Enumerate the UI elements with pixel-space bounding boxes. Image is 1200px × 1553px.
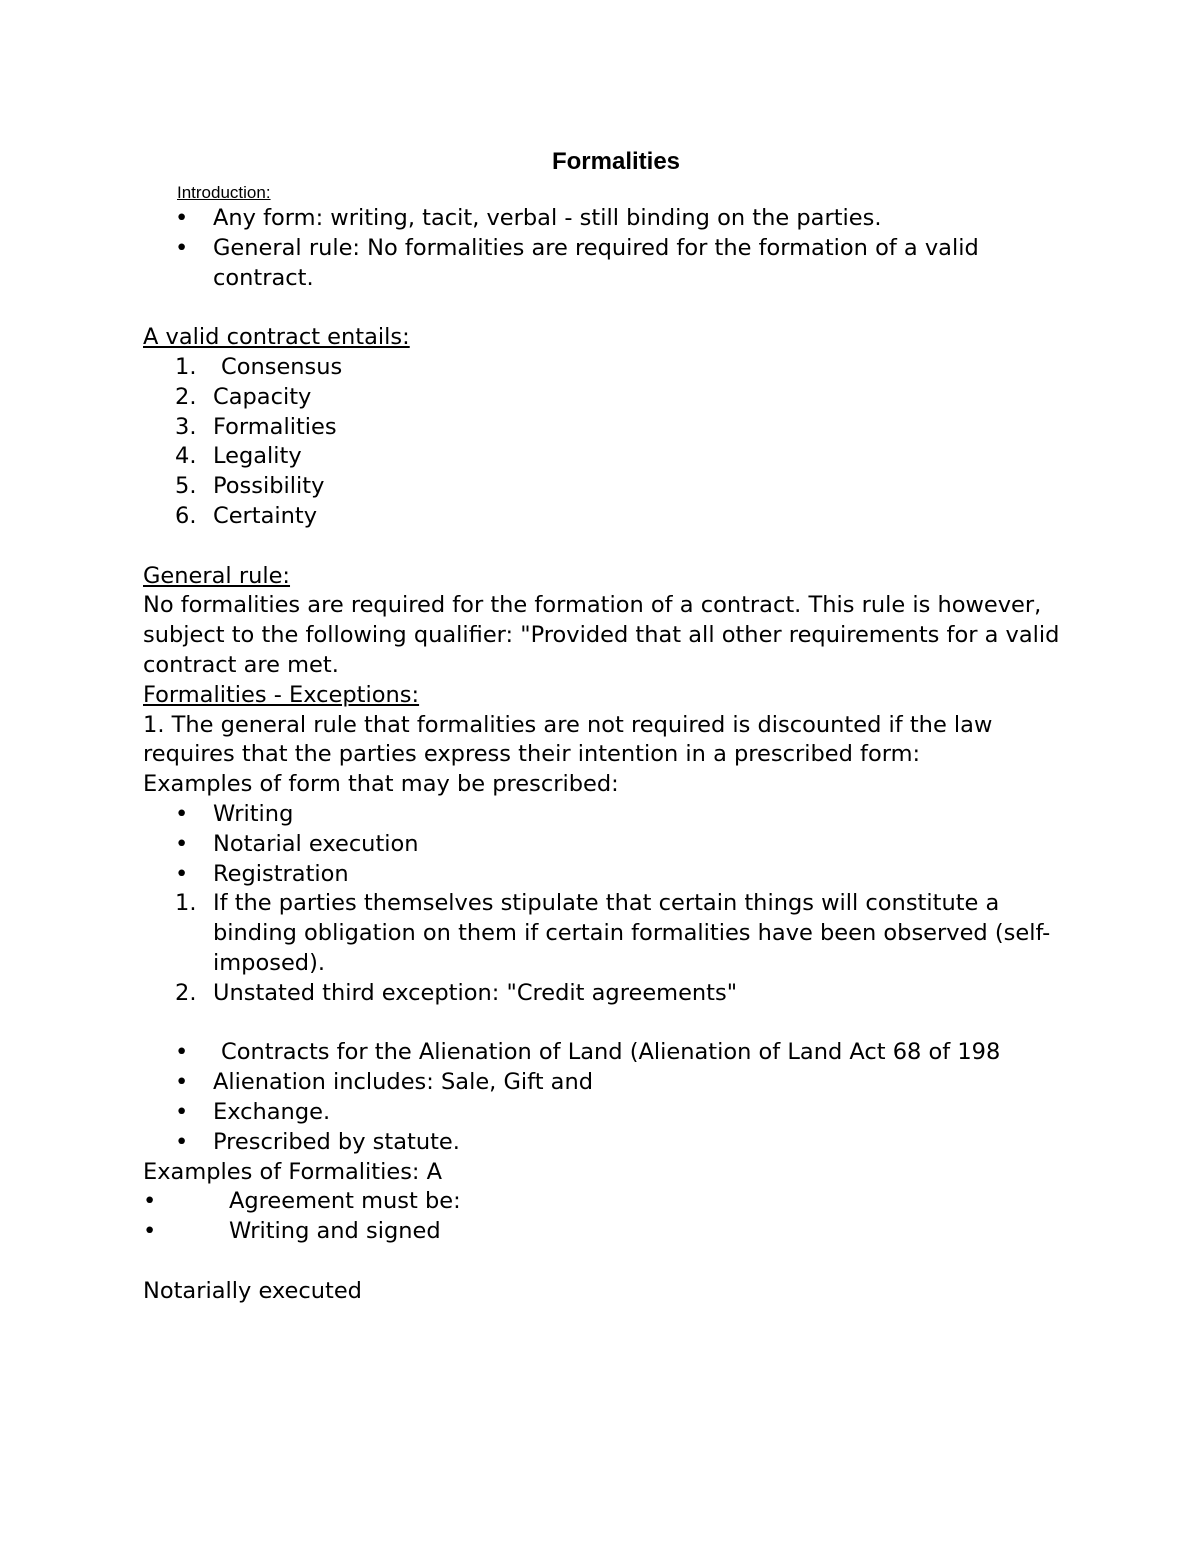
list-item-text: Contracts for the Alienation of Land (Alienation of Land Act 68 of 198 xyxy=(221,1039,1001,1066)
list-item: 2. Capacity xyxy=(175,383,312,410)
list-item xyxy=(143,1038,1063,1068)
list-item xyxy=(143,234,1063,294)
list-item-text: If the parties themselves stipulate that certain things will constitute a binding obligation on them if certain formalities have been observed (self-imposed). xyxy=(213,890,1051,976)
general-rule-heading: General rule: xyxy=(143,562,291,589)
intro-heading: Introduction: xyxy=(177,183,271,202)
general-rule-paragraph: No formalities are required for the formation of a contract. This rule is however, subject to the following qualifier: "Provided that all other requirements for a valid contract are met. xyxy=(143,592,1060,678)
list-item xyxy=(143,800,1063,830)
list-item xyxy=(143,1098,1063,1128)
closing-line: Notarially executed xyxy=(143,1277,362,1304)
exceptions-paragraph: 1. The general rule that formalities are not required is discounted if the law requires that the parties express their intention in a prescribed form: xyxy=(143,711,993,768)
intro-bullet-list xyxy=(143,204,1063,293)
list-item-text: Capacity xyxy=(213,383,312,410)
list-item-text: Possibility xyxy=(213,473,325,500)
list-item: 1. If the parties themselves stipulate that certain things will constitute a binding obligation on them if certain formalities have been observed (self-imposed). xyxy=(175,890,1051,976)
list-item-text: Formalities xyxy=(213,413,337,440)
formalities-examples-label: Examples of Formalities: A xyxy=(143,1158,443,1185)
list-item-text: Agreement must be: xyxy=(229,1188,461,1215)
list-item-text: Certainty xyxy=(213,502,318,529)
document-page xyxy=(143,142,1063,1306)
exceptions-heading: Formalities - Exceptions: xyxy=(143,681,420,708)
list-item xyxy=(143,1187,1063,1217)
list-item xyxy=(143,204,1063,234)
alienation-bullet-list xyxy=(143,1038,1063,1157)
exceptions-numbered-list xyxy=(143,889,1063,1008)
list-item: 2. Unstated third exception: "Credit agreements" xyxy=(175,979,738,1006)
list-item: 3. Formalities xyxy=(175,413,337,440)
list-item xyxy=(143,1128,1063,1158)
list-item-text: Writing xyxy=(213,800,294,827)
valid-contract-list xyxy=(143,353,1063,532)
list-item: 5. Possibility xyxy=(175,473,325,500)
list-item-text: Alienation includes: Sale, Gift and xyxy=(213,1069,593,1096)
list-item xyxy=(143,830,1063,860)
list-item-text: Legality xyxy=(213,443,302,470)
list-item-text: General rule: No formalities are required for the formation of a valid contract. xyxy=(213,234,979,291)
list-item-text: Exchange. xyxy=(213,1098,331,1125)
formalities-examples-list xyxy=(143,1187,1063,1247)
examples-label: Examples of form that may be prescribed: xyxy=(143,771,619,798)
page-title: Formalities xyxy=(551,148,681,175)
list-item xyxy=(143,1217,1063,1247)
list-item-text: Unstated third exception: "Credit agreements" xyxy=(213,979,738,1006)
list-item-text: Any form: writing, tacit, verbal - still binding on the parties. xyxy=(213,205,882,231)
list-item: 6. Certainty xyxy=(175,502,318,529)
list-item-text: Notarial execution xyxy=(213,830,419,857)
list-item-text: Writing and signed xyxy=(229,1218,441,1245)
list-item-text: Prescribed by statute. xyxy=(213,1128,460,1155)
list-item-text: Registration xyxy=(213,860,349,887)
examples-bullet-list xyxy=(143,800,1063,889)
list-item: 1. Consensus xyxy=(175,353,343,380)
list-item-text: Consensus xyxy=(221,353,343,380)
list-item xyxy=(143,860,1063,890)
list-item xyxy=(143,1068,1063,1098)
valid-contract-heading: A valid contract entails: xyxy=(143,324,410,351)
list-item: 4. Legality xyxy=(175,443,302,470)
